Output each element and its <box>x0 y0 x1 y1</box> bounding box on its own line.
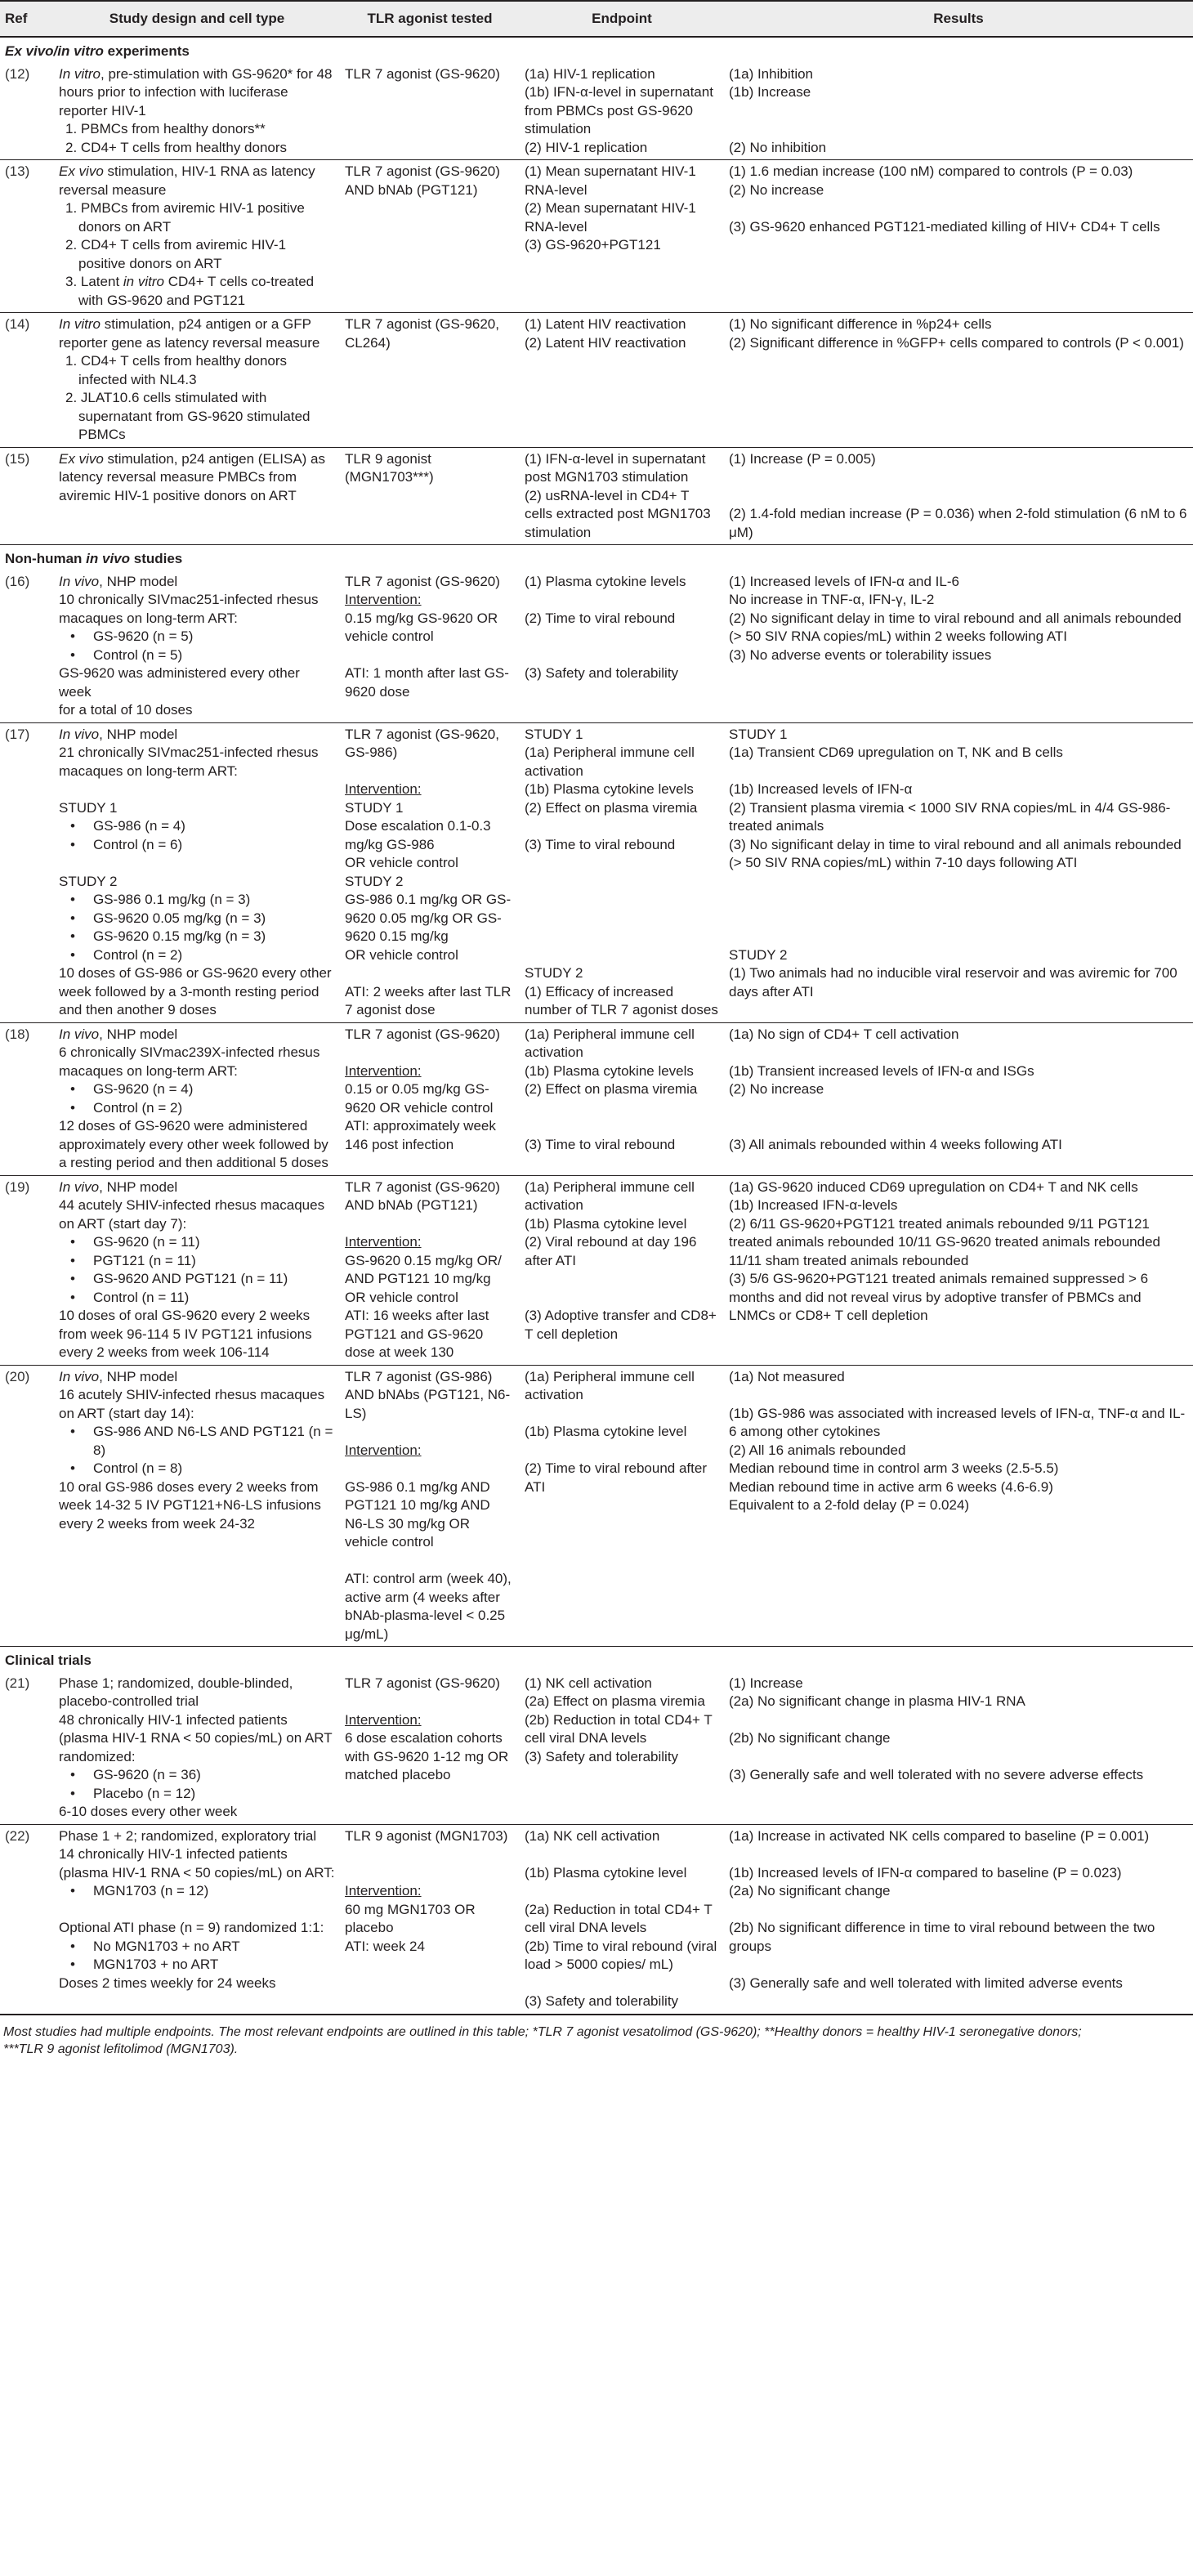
text: CD4+ T cells co-treated with GS-9620 and PGT121 <box>78 274 315 308</box>
text: Phase 1; randomized, double-blinded, placebo-controlled trial <box>59 1675 293 1709</box>
text: STUDY 2 <box>345 873 404 889</box>
table-row <box>0 1022 1193 1175</box>
text: , NHP model <box>99 1368 178 1384</box>
header-ref: Ref <box>0 1 54 37</box>
list-item: GS-9620 (n = 5) <box>93 628 194 644</box>
list-item: MGN1703 (n = 12) <box>93 1883 209 1898</box>
header-row <box>0 1 1193 37</box>
bullet-icon: • <box>70 1957 75 1972</box>
ref-cell: (14) <box>0 313 54 448</box>
endpoint-item: (1) IFN-α-level in supernatant post MGN1703 stimulation <box>525 450 706 485</box>
text: ATI: 16 weeks after last PGT121 and GS-9620 dose at week 130 <box>345 1308 489 1360</box>
list-item: Placebo (n = 12) <box>93 1785 196 1801</box>
section-exvivo <box>0 37 1193 63</box>
tlr-cell <box>340 1022 520 1175</box>
endpoint-item: (1) Latent HIV reactivation <box>525 316 686 332</box>
table-row <box>0 1824 1193 2015</box>
text: 10 chronically SIVmac251-infected rhesus macaques on long-term ART: <box>59 592 319 626</box>
tlr-cell <box>340 1365 520 1647</box>
result-item: (1) Increase <box>729 1675 803 1691</box>
text: , pre-stimulation with GS-9620* for 48 hours prior to infection with luciferase reporter HIV-1 <box>59 65 333 119</box>
tlr-cell: TLR 7 agonist (GS-9620) AND bNAb (PGT121) <box>340 160 520 313</box>
text: Non-human <box>5 551 87 566</box>
result-item: (1b) Increased IFN-α-levels <box>729 1197 898 1213</box>
text: TLR 9 agonist (MGN1703) <box>345 1827 508 1844</box>
tlr-cell: TLR 9 agonist (MGN1703***) <box>340 447 520 545</box>
text: STUDY 2 <box>59 873 118 889</box>
ref-cell: (12) <box>0 63 54 160</box>
result-item: (1) Increase (P = 0.005) <box>729 450 876 467</box>
ref-cell: (18) <box>0 1022 54 1175</box>
text: stimulation, p24 antigen or a GFP reporter gene as latency reversal measure <box>59 316 320 351</box>
list-item: GS-9620 (n = 4) <box>93 1081 194 1097</box>
list-item: Control (n = 2) <box>93 946 183 963</box>
design-cell <box>54 1824 340 2015</box>
text: 10 oral GS-986 doses every 2 weeks from week 14-32 5 IV PGT121+N6-LS infusions every 2 weeks from week 24-32 <box>59 1478 321 1532</box>
result-item: (2) Transient plasma viremia < 1000 SIV RNA copies/mL in 4/4 GS-986-treated animals <box>729 799 1171 834</box>
endpoint-item: (1a) HIV-1 replication <box>525 65 655 82</box>
list-item: Control (n = 2) <box>93 1099 183 1116</box>
endpoint-item: (2a) Reduction in total CD4+ T cell viral DNA levels <box>525 1901 713 1935</box>
endpoint-item: STUDY 1 <box>525 726 583 742</box>
text: 6-10 doses every other week <box>59 1804 238 1819</box>
list-item: Control (n = 5) <box>93 646 183 663</box>
text: In vivo <box>59 1368 100 1384</box>
text: in vitro <box>123 274 164 289</box>
results-cell <box>724 1365 1193 1647</box>
tlr-cell <box>340 1672 520 1825</box>
endpoint-item: (1) NK cell activation <box>525 1675 652 1691</box>
text: 10 doses of oral GS-9620 every 2 weeks from week 96-114 5 IV PGT121 infusions every 2 weeks from week 106-114 <box>59 1308 312 1360</box>
endpoint-item: (3) Adoptive transfer and CD8+ T cell depletion <box>525 1308 717 1342</box>
endpoint-item: (2) Mean supernatant HIV-1 RNA-level <box>525 200 696 235</box>
header-results: Results <box>724 1 1193 37</box>
endpoint-item: (1b) Plasma cytokine level <box>525 1424 687 1439</box>
endpoint-item: (3) Time to viral rebound <box>525 836 676 852</box>
design-cell <box>54 1175 340 1365</box>
endpoint-item: (2b) Reduction in total CD4+ T cell viral DNA levels <box>525 1711 713 1746</box>
bullet-icon: • <box>70 1424 75 1439</box>
header-design: Study design and cell type <box>54 1 340 37</box>
text: Optional ATI phase (n = 9) randomized 1:1: <box>59 1920 324 1935</box>
intervention-label: Intervention: <box>345 1883 422 1898</box>
text: 12 doses of GS-9620 were administered approximately every other week followed by a resting period and then additional 5 doses <box>59 1118 328 1170</box>
results-cell <box>724 63 1193 160</box>
endpoint-item: (1a) NK cell activation <box>525 1827 660 1844</box>
list-item: Control (n = 6) <box>93 836 183 852</box>
design-cell <box>54 160 340 313</box>
text: ATI: 2 weeks after last TLR 7 agonist dose <box>345 983 512 1017</box>
ref-cell: (17) <box>0 722 54 1022</box>
text: 60 mg MGN1703 OR placebo <box>345 1901 476 1935</box>
text: ATI: approximately week 146 post infection <box>345 1118 496 1152</box>
text: 3. Latent <box>65 274 123 289</box>
text: GS-9620 was administered every other week <box>59 665 300 700</box>
result-item: (3) Generally safe and well tolerated with limited adverse events <box>729 1974 1123 1991</box>
endpoint-cell <box>520 63 724 160</box>
text: Dose escalation 0.1-0.3 mg/kg GS-986 <box>345 818 491 852</box>
section-exvivo-italic: Ex vivo/in vitro <box>5 43 104 59</box>
text: OR vehicle control <box>345 946 458 963</box>
result-item: (3) 5/6 GS-9620+PGT121 treated animals remained suppressed > 6 months and did not reveal virus by adoptive transfer of PBMCs and LNMCs or CD8+ T cell depletion <box>729 1271 1149 1323</box>
table-row <box>0 1365 1193 1647</box>
list-item: PGT121 (n = 11) <box>93 1252 196 1268</box>
section-exvivo-rest: experiments <box>103 43 190 59</box>
result-item: (1a) Transient CD69 upregulation on T, NK and B cells <box>729 745 1063 760</box>
result-item: (3) GS-9620 enhanced PGT121-mediated killing of HIV+ CD4+ T cells <box>729 218 1160 235</box>
text: 6 dose escalation cohorts with GS-9620 1-12 mg OR matched placebo <box>345 1730 509 1782</box>
text: In vivo <box>59 1026 100 1042</box>
results-cell <box>724 1175 1193 1365</box>
ref-cell: (22) <box>0 1824 54 2015</box>
intervention-label: Intervention: <box>345 592 422 607</box>
bullet-icon: • <box>70 910 75 926</box>
text: GS-986 0.1 mg/kg AND PGT121 10 mg/kg AND N6-LS 30 mg/kg OR vehicle control <box>345 1478 490 1550</box>
results-cell <box>724 1824 1193 2015</box>
endpoint-item: (2b) Time to viral rebound (viral load > 5000 copies/ mL) <box>525 1938 717 1972</box>
list-item: GS-9620 0.15 mg/kg (n = 3) <box>93 928 266 944</box>
text: In vivo <box>59 573 100 589</box>
text: OR vehicle control <box>345 855 458 870</box>
table-row <box>0 63 1193 160</box>
result-item: (1b) Increase <box>729 84 811 100</box>
intervention-label: Intervention: <box>345 1442 422 1458</box>
text: TLR 7 agonist (GS-9620) AND bNAb (PGT121) <box>345 1178 500 1213</box>
endpoint-item: (1a) Peripheral immune cell activation <box>525 745 695 779</box>
result-item: (1) 1.6 median increase (100 nM) compared to controls (P = 0.03) <box>729 163 1133 179</box>
endpoint-item: (1a) Peripheral immune cell activation <box>525 1178 695 1213</box>
endpoint-item: (1b) Plasma cytokine levels <box>525 781 694 797</box>
endpoint-item: (1b) IFN-α-level in supernatant from PBMCs post GS-9620 stimulation <box>525 84 713 136</box>
intervention-label: Intervention: <box>345 1234 422 1250</box>
text: In vitro <box>59 316 101 332</box>
endpoint-item: (2) usRNA-level in CD4+ T cells extracted post MGN1703 stimulation <box>525 487 711 540</box>
endpoint-item: (1a) Peripheral immune cell activation <box>525 1026 695 1060</box>
design-cell <box>54 722 340 1022</box>
result-item: (1) Increased levels of IFN-α and IL-6 <box>729 573 959 589</box>
design-cell <box>54 570 340 723</box>
result-item: (2) 1.4-fold median increase (P = 0.036) when 2-fold stimulation (6 nM to 6 μM) <box>729 506 1187 540</box>
text: Ex vivo <box>59 163 104 179</box>
list-item: GS-9620 0.05 mg/kg (n = 3) <box>93 910 266 926</box>
text: 0.15 mg/kg GS-9620 OR vehicle control <box>345 610 498 644</box>
bullet-icon: • <box>70 1938 75 1954</box>
bullet-icon: • <box>70 1271 75 1286</box>
endpoint-cell <box>520 722 724 1022</box>
result-item: (1a) Inhibition <box>729 65 814 82</box>
section-row <box>0 545 1193 570</box>
footnote-line: ***TLR 9 agonist lefitolimod (MGN1703). <box>3 2042 239 2056</box>
result-item: Median rebound time in control arm 3 weeks (2.5-5.5) <box>729 1460 1059 1476</box>
list-item: 1. PMBCs from aviremic HIV-1 positive donors on ART <box>65 200 305 235</box>
result-item: (3) No significant delay in time to viral rebound and all animals rebounded (> 50 SIV RNA copies/mL) within 7-10 days following ATI <box>729 836 1182 870</box>
text: studies <box>130 551 183 566</box>
bullet-icon: • <box>70 946 75 963</box>
result-item: (1b) GS-986 was associated with increased levels of IFN-α, TNF-α and IL-6 among other cytokines <box>729 1405 1186 1439</box>
endpoint-item: (2) Time to viral rebound <box>525 610 676 626</box>
table-row <box>0 1175 1193 1365</box>
text: , NHP model <box>99 573 178 589</box>
ref-cell: (19) <box>0 1175 54 1365</box>
text: 44 acutely SHIV-infected rhesus macaques on ART (start day 7): <box>59 1197 325 1232</box>
endpoint-item: (1) Mean supernatant HIV-1 RNA-level <box>525 163 696 198</box>
table-footnote <box>0 2015 1193 2058</box>
table-row <box>0 570 1193 723</box>
result-item: (1a) Increase in activated NK cells compared to baseline (P = 0.001) <box>729 1827 1150 1844</box>
text: 16 acutely SHIV-infected rhesus macaques on ART (start day 14): <box>59 1387 325 1421</box>
table-row <box>0 160 1193 313</box>
intervention-label: Intervention: <box>345 1062 422 1079</box>
endpoint-cell <box>520 1824 724 2015</box>
text: STUDY 1 <box>345 799 404 816</box>
text: Phase 1 + 2; randomized, exploratory trial <box>59 1827 317 1844</box>
endpoint-cell <box>520 570 724 723</box>
bullet-icon: • <box>70 928 75 944</box>
intervention-label: Intervention: <box>345 1711 422 1728</box>
text: 48 chronically HIV-1 infected patients (plasma HIV-1 RNA < 50 copies/mL) on ART randomized: <box>59 1711 333 1764</box>
result-item: (2) No inhibition <box>729 139 827 155</box>
text: TLR 7 agonist (GS-9620) <box>345 1026 500 1042</box>
bullet-icon: • <box>70 1081 75 1097</box>
results-cell <box>724 570 1193 723</box>
endpoint-item: (3) Safety and tolerability <box>525 1993 679 2009</box>
result-item: (2) Significant difference in %GFP+ cells compared to controls (P < 0.001) <box>729 334 1184 351</box>
tlr-cell <box>340 722 520 1022</box>
endpoint-item: (2) HIV-1 replication <box>525 139 648 155</box>
ref-cell: (15) <box>0 447 54 545</box>
result-item: (2) All 16 animals rebounded <box>729 1442 906 1458</box>
result-item: No increase in TNF-α, IFN-γ, IL-2 <box>729 592 935 607</box>
section-row <box>0 37 1193 63</box>
results-cell <box>724 313 1193 448</box>
list-item: 2. CD4+ T cells from aviremic HIV-1 positive donors on ART <box>65 237 287 271</box>
endpoint-item: (2a) Effect on plasma viremia <box>525 1693 705 1709</box>
text: TLR 7 agonist (GS-986) AND bNAbs (PGT121, N6-LS) <box>345 1368 511 1421</box>
endpoint-item: (3) Safety and tolerability <box>525 665 679 681</box>
list-item: GS-9620 (n = 11) <box>93 1234 200 1250</box>
result-item: (2b) No significant change <box>729 1730 891 1746</box>
section-row <box>0 1647 1193 1672</box>
endpoint-item: (1b) Plasma cytokine level <box>525 1215 687 1232</box>
header-tlr: TLR agonist tested <box>340 1 520 37</box>
text: Ex vivo <box>59 450 104 467</box>
text: In vitro <box>59 65 101 82</box>
result-item: (1a) GS-9620 induced CD69 upregulation on CD4+ T and NK cells <box>729 1178 1138 1195</box>
text: in vivo <box>86 551 131 566</box>
list-item: GS-986 AND N6-LS AND PGT121 (n = 8) <box>93 1424 333 1458</box>
design-cell <box>54 447 340 545</box>
endpoint-item: (1) Efficacy of increased number of TLR 7 agonist doses <box>525 983 718 1017</box>
results-cell <box>724 447 1193 545</box>
bullet-icon: • <box>70 1234 75 1250</box>
text: stimulation, HIV-1 RNA as latency reversal measure <box>59 163 315 198</box>
endpoint-item: (1a) Peripheral immune cell activation <box>525 1368 695 1402</box>
list-item: 2. JLAT10.6 cells stimulated with supernatant from GS-9620 stimulated PBMCs <box>65 390 311 442</box>
endpoint-cell <box>520 160 724 313</box>
list-item: 2. CD4+ T cells from healthy donors <box>65 139 288 155</box>
result-item: (1b) Increased levels of IFN-α compared to baseline (P = 0.023) <box>729 1864 1122 1881</box>
result-item: (2b) No significant difference in time to viral rebound between the two groups <box>729 1920 1155 1954</box>
results-cell <box>724 1022 1193 1175</box>
endpoint-item: (2) Effect on plasma viremia <box>525 799 698 816</box>
result-item: (2a) No significant change <box>729 1883 891 1898</box>
bullet-icon: • <box>70 1252 75 1268</box>
table-row <box>0 447 1193 545</box>
endpoint-cell <box>520 1672 724 1825</box>
endpoint-cell <box>520 447 724 545</box>
bullet-icon: • <box>70 628 75 644</box>
endpoint-item: (1) Plasma cytokine levels <box>525 573 686 589</box>
text: ATI: week 24 <box>345 1938 425 1954</box>
text: , NHP model <box>99 1178 178 1195</box>
text: STUDY 1 <box>59 799 118 816</box>
endpoint-item: (2) Effect on plasma viremia <box>525 1081 698 1097</box>
tlr-cell <box>340 1175 520 1365</box>
result-item: (2) No significant delay in time to viral rebound and all animals rebounded (> 50 SIV RNA copies/mL) within 2 weeks following ATI <box>729 610 1182 644</box>
text: 14 chronically HIV-1 infected patients (plasma HIV-1 RNA < 50 copies/mL) on ART: <box>59 1846 335 1881</box>
bullet-icon: • <box>70 646 75 663</box>
section-clinical: Clinical trials <box>5 1652 92 1668</box>
ref-cell: (20) <box>0 1365 54 1647</box>
results-cell <box>724 1672 1193 1825</box>
list-item: Control (n = 11) <box>93 1289 190 1305</box>
result-item: (2) No increase <box>729 181 824 198</box>
text: 6 chronically SIVmac239X-infected rhesus macaques on long-term ART: <box>59 1044 320 1079</box>
text: 0.15 or 0.05 mg/kg GS-9620 OR vehicle control <box>345 1081 494 1116</box>
tlr-cell: TLR 7 agonist (GS-9620, CL264) <box>340 313 520 448</box>
design-cell <box>54 1672 340 1825</box>
endpoint-item: (2) Time to viral rebound after ATI <box>525 1460 707 1495</box>
list-item: GS-9620 AND PGT121 (n = 11) <box>93 1271 288 1286</box>
endpoint-cell <box>520 1175 724 1365</box>
bullet-icon: • <box>70 1883 75 1898</box>
result-item: Median rebound time in active arm 6 weeks (4.6-6.9) <box>729 1478 1053 1495</box>
design-cell <box>54 1022 340 1175</box>
bullet-icon: • <box>70 1460 75 1476</box>
text: Doses 2 times weekly for 24 weeks <box>59 1974 276 1991</box>
bullet-icon: • <box>70 1289 75 1305</box>
ref-cell: (21) <box>0 1672 54 1825</box>
result-item: Equivalent to a 2-fold delay (P = 0.024) <box>729 1497 970 1513</box>
endpoint-item: (3) Safety and tolerability <box>525 1748 679 1764</box>
text: , NHP model <box>99 1026 178 1042</box>
text: In vivo <box>59 1178 100 1195</box>
result-item: (1) No significant difference in %p24+ cells <box>729 316 992 332</box>
list-item: GS-9620 (n = 36) <box>93 1767 201 1782</box>
bullet-icon: • <box>70 836 75 852</box>
section-nonhuman <box>0 545 1193 570</box>
result-item: (2) No increase <box>729 1081 824 1097</box>
endpoint-item: (1b) Plasma cytokine level <box>525 1864 687 1881</box>
footnote-line: Most studies had multiple endpoints. The most relevant endpoints are outlined in this table; *TLR 7 agonist vesatolimod (GS-9620); **Healthy donors = healthy HIV-1 seronegative donors; <box>3 2024 1082 2039</box>
bullet-icon: • <box>70 892 75 907</box>
table-row <box>0 1672 1193 1825</box>
text: TLR 7 agonist (GS-9620) <box>345 1675 500 1691</box>
ref-cell: (16) <box>0 570 54 723</box>
list-item: 1. PBMCs from healthy donors** <box>65 121 266 136</box>
result-item: (3) Generally safe and well tolerated with no severe adverse effects <box>729 1767 1144 1782</box>
result-item: (1) Two animals had no inducible viral reservoir and was aviremic for 700 days after ATI <box>729 965 1177 1000</box>
results-cell <box>724 722 1193 1022</box>
list-item: GS-986 (n = 4) <box>93 818 185 834</box>
design-cell <box>54 1365 340 1647</box>
tlr-cell: TLR 7 agonist (GS-9620) <box>340 63 520 160</box>
result-item: (1a) Not measured <box>729 1368 845 1384</box>
tlr-cell <box>340 570 520 723</box>
list-item: MGN1703 + no ART <box>93 1957 219 1972</box>
endpoint-cell <box>520 1365 724 1647</box>
endpoint-item: (2) Viral rebound at day 196 after ATI <box>525 1234 697 1268</box>
endpoint-item: STUDY 2 <box>525 965 583 981</box>
bullet-icon: • <box>70 1785 75 1801</box>
endpoint-item: (3) Time to viral rebound <box>525 1136 676 1152</box>
result-item: (1a) No sign of CD4+ T cell activation <box>729 1026 959 1042</box>
text: ATI: control arm (week 40), active arm (4 weeks after bNAb-plasma-level < 0.25 μg/mL) <box>345 1571 512 1642</box>
result-item: (2a) No significant change in plasma HIV-1 RNA <box>729 1693 1025 1709</box>
bullet-icon: • <box>70 818 75 834</box>
text: TLR 7 agonist (GS-9620) <box>345 573 500 589</box>
result-item: STUDY 2 <box>729 946 788 963</box>
table-row <box>0 313 1193 448</box>
list-item: Control (n = 8) <box>93 1460 183 1476</box>
endpoint-cell <box>520 313 724 448</box>
endpoint-item: (3) GS-9620+PGT121 <box>525 237 661 253</box>
text: 10 doses of GS-986 or GS-9620 every other week followed by a 3-month resting period and then another 9 doses <box>59 965 332 1017</box>
design-cell <box>54 63 340 160</box>
text: GS-9620 0.15 mg/kg OR/ AND PGT121 10 mg/kg OR vehicle control <box>345 1252 502 1305</box>
header-endpoint: Endpoint <box>520 1 724 37</box>
list-item: GS-986 0.1 mg/kg (n = 3) <box>93 892 251 907</box>
intervention-label: Intervention: <box>345 781 422 797</box>
text: In vivo <box>59 726 100 742</box>
tlr-cell <box>340 1824 520 2015</box>
endpoint-item: (1b) Plasma cytokine levels <box>525 1062 694 1079</box>
endpoint-item: (2) Latent HIV reactivation <box>525 334 686 351</box>
table-row <box>0 722 1193 1022</box>
text: stimulation, p24 antigen (ELISA) as latency reversal measure PMBCs from aviremic HIV-1 positive donors on ART <box>59 450 325 503</box>
text: for a total of 10 doses <box>59 702 193 718</box>
result-item: STUDY 1 <box>729 726 788 742</box>
text: GS-986 0.1 mg/kg OR GS-9620 0.05 mg/kg OR GS-9620 0.15 mg/kg <box>345 892 512 944</box>
result-item: (1b) Increased levels of IFN-α <box>729 781 913 797</box>
text: ATI: 1 month after last GS-9620 dose <box>345 665 509 700</box>
text: 21 chronically SIVmac251-infected rhesus macaques on long-term ART: <box>59 745 319 779</box>
results-cell <box>724 160 1193 313</box>
ref-cell: (13) <box>0 160 54 313</box>
bullet-icon: • <box>70 1767 75 1782</box>
list-item: No MGN1703 + no ART <box>93 1938 240 1954</box>
endpoint-cell <box>520 1022 724 1175</box>
bullet-icon: • <box>70 1099 75 1116</box>
result-item: (3) All animals rebounded within 4 weeks following ATI <box>729 1136 1062 1152</box>
result-item: (1b) Transient increased levels of IFN-α and ISGs <box>729 1062 1034 1079</box>
text: TLR 7 agonist (GS-9620, GS-986) <box>345 726 499 760</box>
result-item: (2) 6/11 GS-9620+PGT121 treated animals rebounded 9/11 PGT121 treated animals rebounded 10/11 GS-9620 treated animals rebounded 11/11 sham treated animals rebounded <box>729 1215 1160 1268</box>
result-item: (3) No adverse events or tolerability issues <box>729 646 992 663</box>
text: , NHP model <box>99 726 178 742</box>
list-item: 1. CD4+ T cells from healthy donors infected with NL4.3 <box>65 353 288 387</box>
design-cell <box>54 313 340 448</box>
